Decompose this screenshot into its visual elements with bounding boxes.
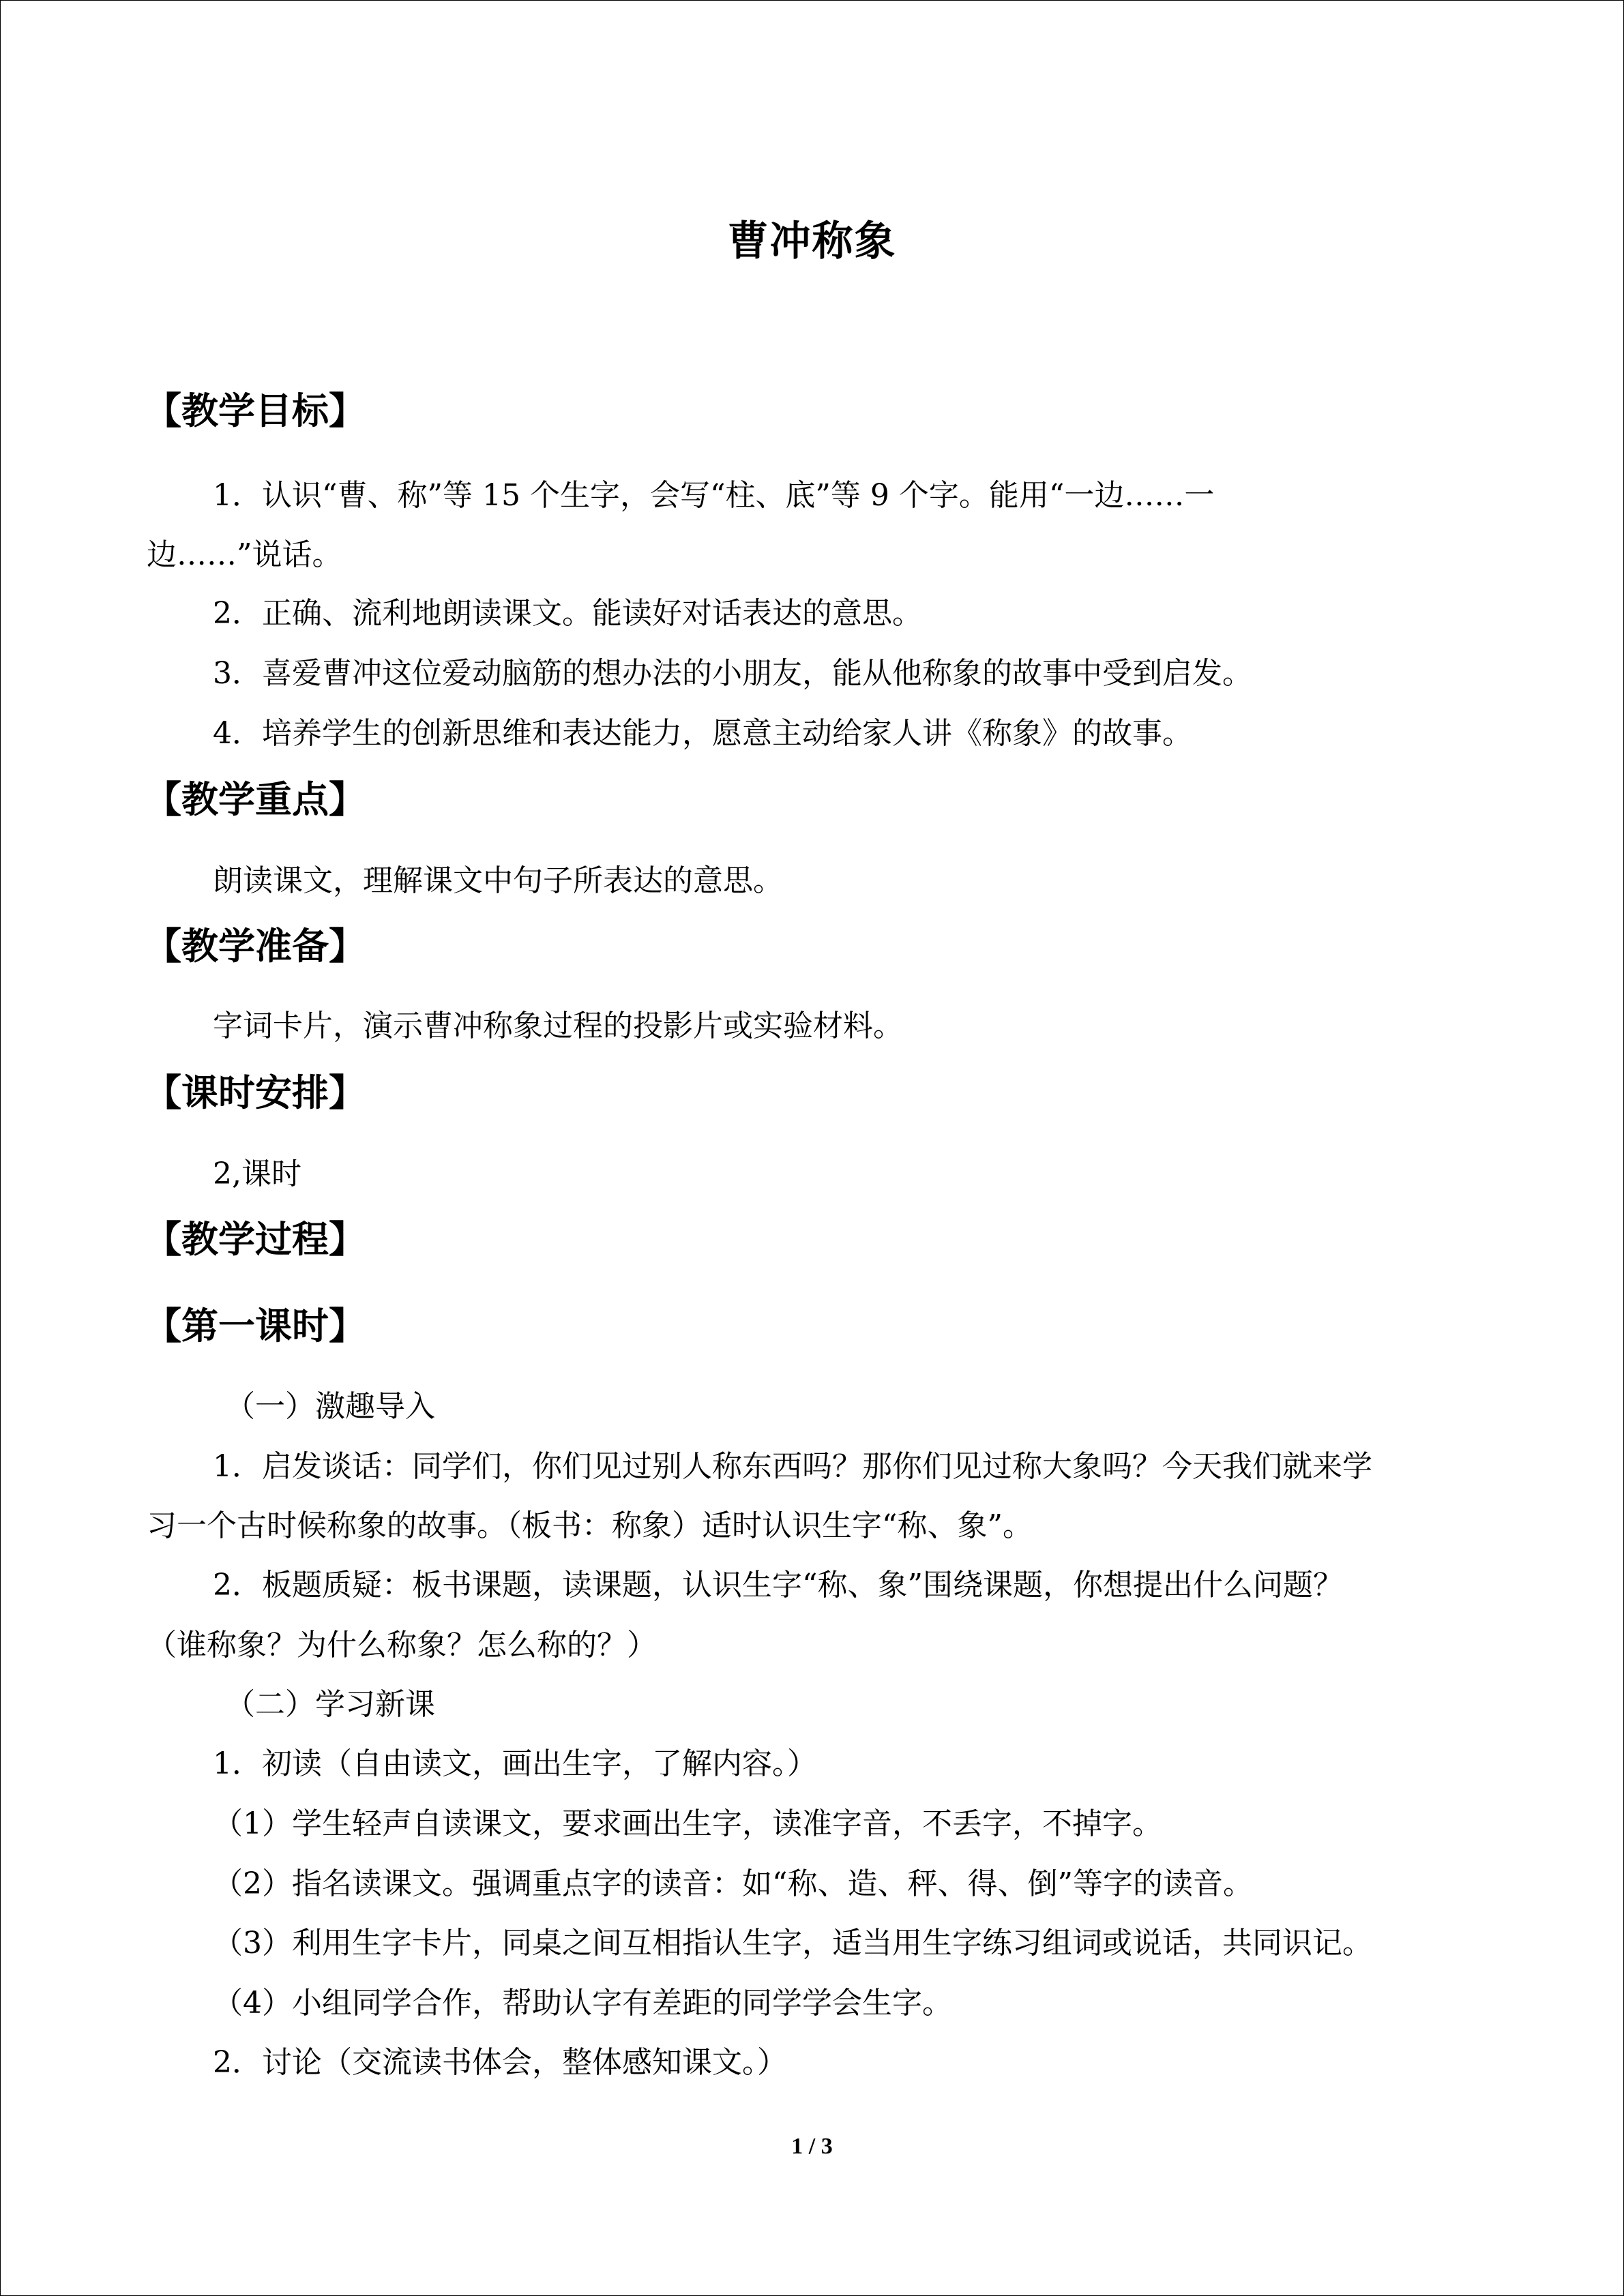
heading-schedule: 【课时安排】 (145, 1071, 366, 1114)
heading-key-points: 【教学重点】 (145, 778, 366, 821)
lesson1-line-7: 1．初读（自由读文，画出生字，了解内容。） (213, 1746, 817, 1781)
lesson1-line-11: （4）小组同学合作，帮助认字有差距的同学学会生字。 (213, 1986, 952, 2021)
goal-item-1-continued: 边……”说话。 (147, 537, 342, 572)
goal-item-4: 4．培养学生的创新思维和表达能力，愿意主动给家人讲《称象》的故事。 (213, 716, 1192, 751)
lesson1-line-2: 1．启发谈话：同学们，你们见过别人称东西吗？那你们见过称大象吗？今天我们就来学 (213, 1449, 1372, 1484)
lesson1-line-3: 习一个古时候称象的故事。（板书：称象）适时认识生字“称、象”。 (147, 1508, 1033, 1543)
lesson1-line-1: （一）激趣导入 (225, 1389, 435, 1424)
lesson1-line-10: （3）利用生字卡片，同桌之间互相指认生字，适当用生字练习组词或说话，共同识记。 (213, 1926, 1372, 1960)
schedule-text: 2,课时 (213, 1157, 301, 1191)
heading-process: 【教学过程】 (145, 1218, 366, 1261)
preparation-text: 字词卡片，演示曹冲称象过程的投影片或实验材料。 (213, 1009, 903, 1043)
goal-item-2: 2．正确、流利地朗读课文。能读好对话表达的意思。 (213, 596, 922, 631)
page-number: 1 / 3 (791, 2134, 833, 2159)
key-points-text: 朗读课文，理解课文中句子所表达的意思。 (213, 863, 783, 898)
lesson1-line-5: （谁称象？为什么称象？怎么称的？） (147, 1628, 657, 1663)
lesson1-line-4: 2．板题质疑：板书课题，读课题，认识生字“称、象”围绕课题，你想提出什么问题？ (213, 1568, 1343, 1602)
lesson1-line-12: 2．讨论（交流读书体会，整体感知课文。） (213, 2045, 787, 2080)
lesson1-line-9: （2）指名读课文。强调重点字的读音：如“称、造、秤、得、倒”等字的读音。 (213, 1866, 1253, 1901)
goal-item-1: 1．认识“曹、称”等 15 个生字，会写“柱、底”等 9 个字。能用“一边……一 (213, 478, 1215, 513)
lesson1-line-6: （二）学习新课 (225, 1687, 435, 1722)
heading-teaching-goals: 【教学目标】 (145, 389, 366, 432)
page-title: 曹冲称象 (727, 218, 897, 265)
lesson1-line-8: （1）学生轻声自读课文，要求画出生字，读准字音，不丢字，不掉字。 (213, 1806, 1162, 1841)
heading-lesson-1: 【第一课时】 (145, 1304, 366, 1347)
heading-preparation: 【教学准备】 (145, 925, 366, 968)
goal-item-3: 3．喜爱曹冲这位爱动脑筋的想办法的小朋友，能从他称象的故事中受到启发。 (213, 656, 1252, 691)
